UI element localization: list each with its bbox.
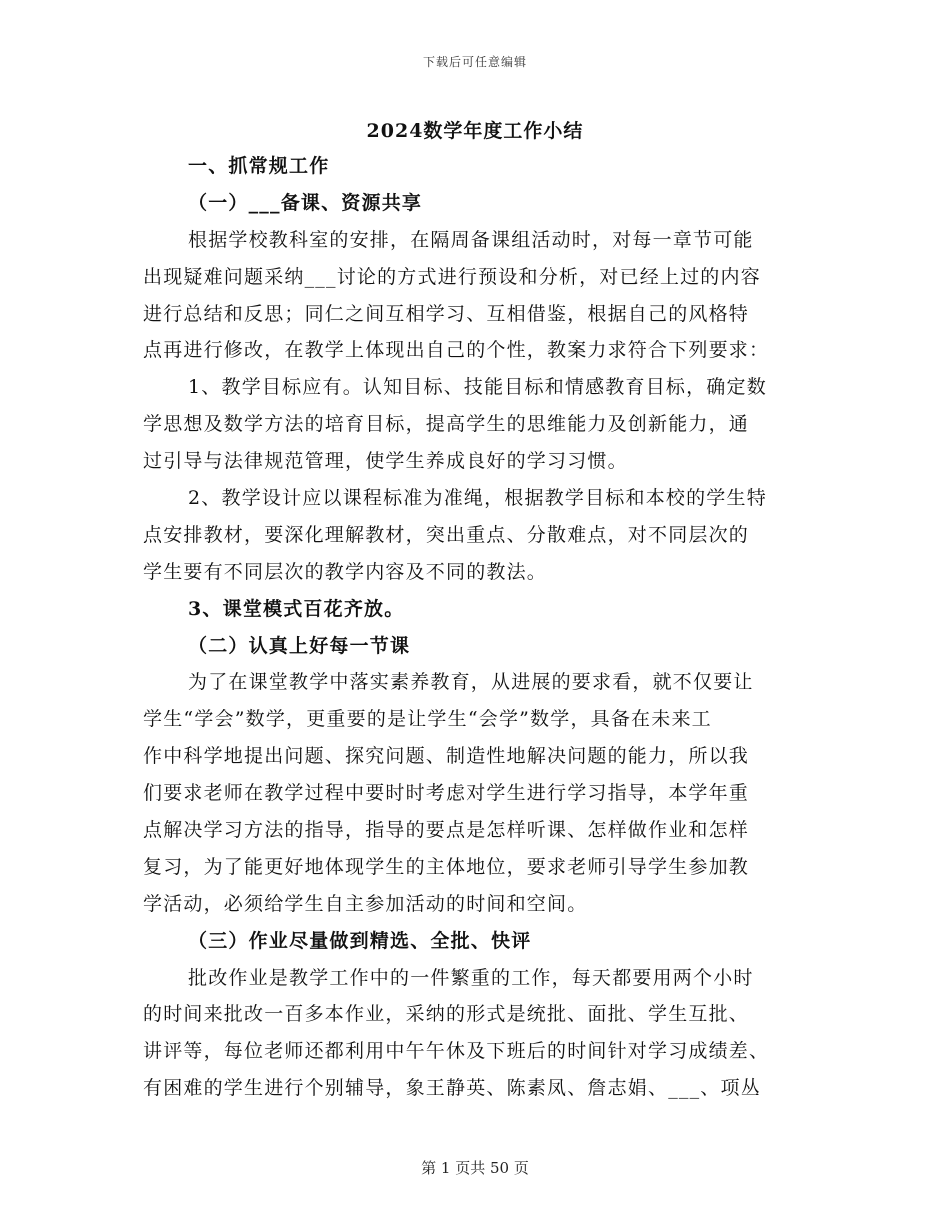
paragraph-line: 学思想及数学方法的培育目标，提高学生的思维能力及创新能力，通 [143, 413, 750, 436]
paragraph-line: 点安排教材，要深化理解教材，突出重点、分散难点，对不同层次的 [143, 523, 750, 546]
paragraph-line: 学生要有不同层次的教学内容及不同的教法。 [143, 560, 548, 583]
paragraph-line: 的时间来批改一百多本作业，采纳的形式是统批、面批、学生互批、 [143, 1003, 750, 1026]
paragraph-line: 复习，为了能更好地体现学生的主体地位，要求老师引导学生参加教 [143, 855, 750, 878]
paragraph-line: 点解决学习方法的指导，指导的要点是怎样听课、怎样做作业和怎样 [143, 819, 750, 842]
document-title: 2024数学年度工作小结 [366, 120, 584, 142]
paragraph-line: 进行总结和反思；同仁之间互相学习、互相借鉴，根据自己的风格特 [143, 302, 750, 325]
paragraph-line: 作中科学地提出问题、探究问题、制造性地解决问题的能力，所以我 [143, 745, 750, 768]
page-number-footer: 第 1 页共 50 页 [421, 1159, 529, 1177]
paragraph-line: 学活动，必须给学生自主参加活动的时间和空间。 [143, 892, 588, 915]
subsection-heading-1: （一）___备课、资源共享 [188, 191, 423, 214]
paragraph-line: 批改作业是教学工作中的一件繁重的工作，每天都要用两个小时 [188, 966, 754, 989]
paragraph-line: 有困难的学生进行个别辅导，象王静英、陈素凤、詹志娟、___、项丛 [143, 1077, 761, 1100]
section-heading-1: 一、抓常规工作 [188, 155, 330, 177]
paragraph-line: 讲评等，每位老师还都利用中午午休及下班后的时间针对学习成绩差、 [143, 1040, 770, 1063]
subsection-heading-3: （三）作业尽量做到精选、全批、快评 [188, 929, 532, 952]
paragraph-line: 点再进行修改，在教学上体现出自己的个性，教案力求符合下列要求： [143, 339, 770, 362]
paragraph-line: 为了在课堂教学中落实素养教育，从进展的要求看，就不仅要让 [188, 671, 754, 694]
paragraph-line: 们要求老师在教学过程中要时时考虑对学生进行学习指导，本学年重 [143, 782, 750, 805]
subsection-heading-2: （二）认真上好每一节课 [188, 634, 411, 657]
paragraph-line: 根据学校教科室的安排，在隔周备课组活动时，对每一章节可能 [188, 228, 754, 251]
paragraph-line: 1、教学目标应有。认知目标、技能目标和情感教育目标，确定数 [188, 376, 767, 399]
paragraph-line: 学生“学会”数学，更重要的是让学生“会学”数学，具备在未来工 [143, 708, 712, 731]
header-note: 下载后可任意编辑 [422, 55, 527, 69]
item-heading-3: 3、课堂模式百花齐放。 [188, 597, 405, 620]
paragraph-line: 过引导与法律规范管理，使学生养成良好的学习习惯。 [143, 450, 628, 473]
paragraph-line: 出现疑难问题采纳___讨论的方式进行预设和分析，对已经上过的内容 [143, 265, 761, 288]
document-body [143, 148, 808, 1107]
paragraph-line: 2、教学设计应以课程标准为准绳，根据教学目标和本校的学生特 [188, 487, 767, 510]
